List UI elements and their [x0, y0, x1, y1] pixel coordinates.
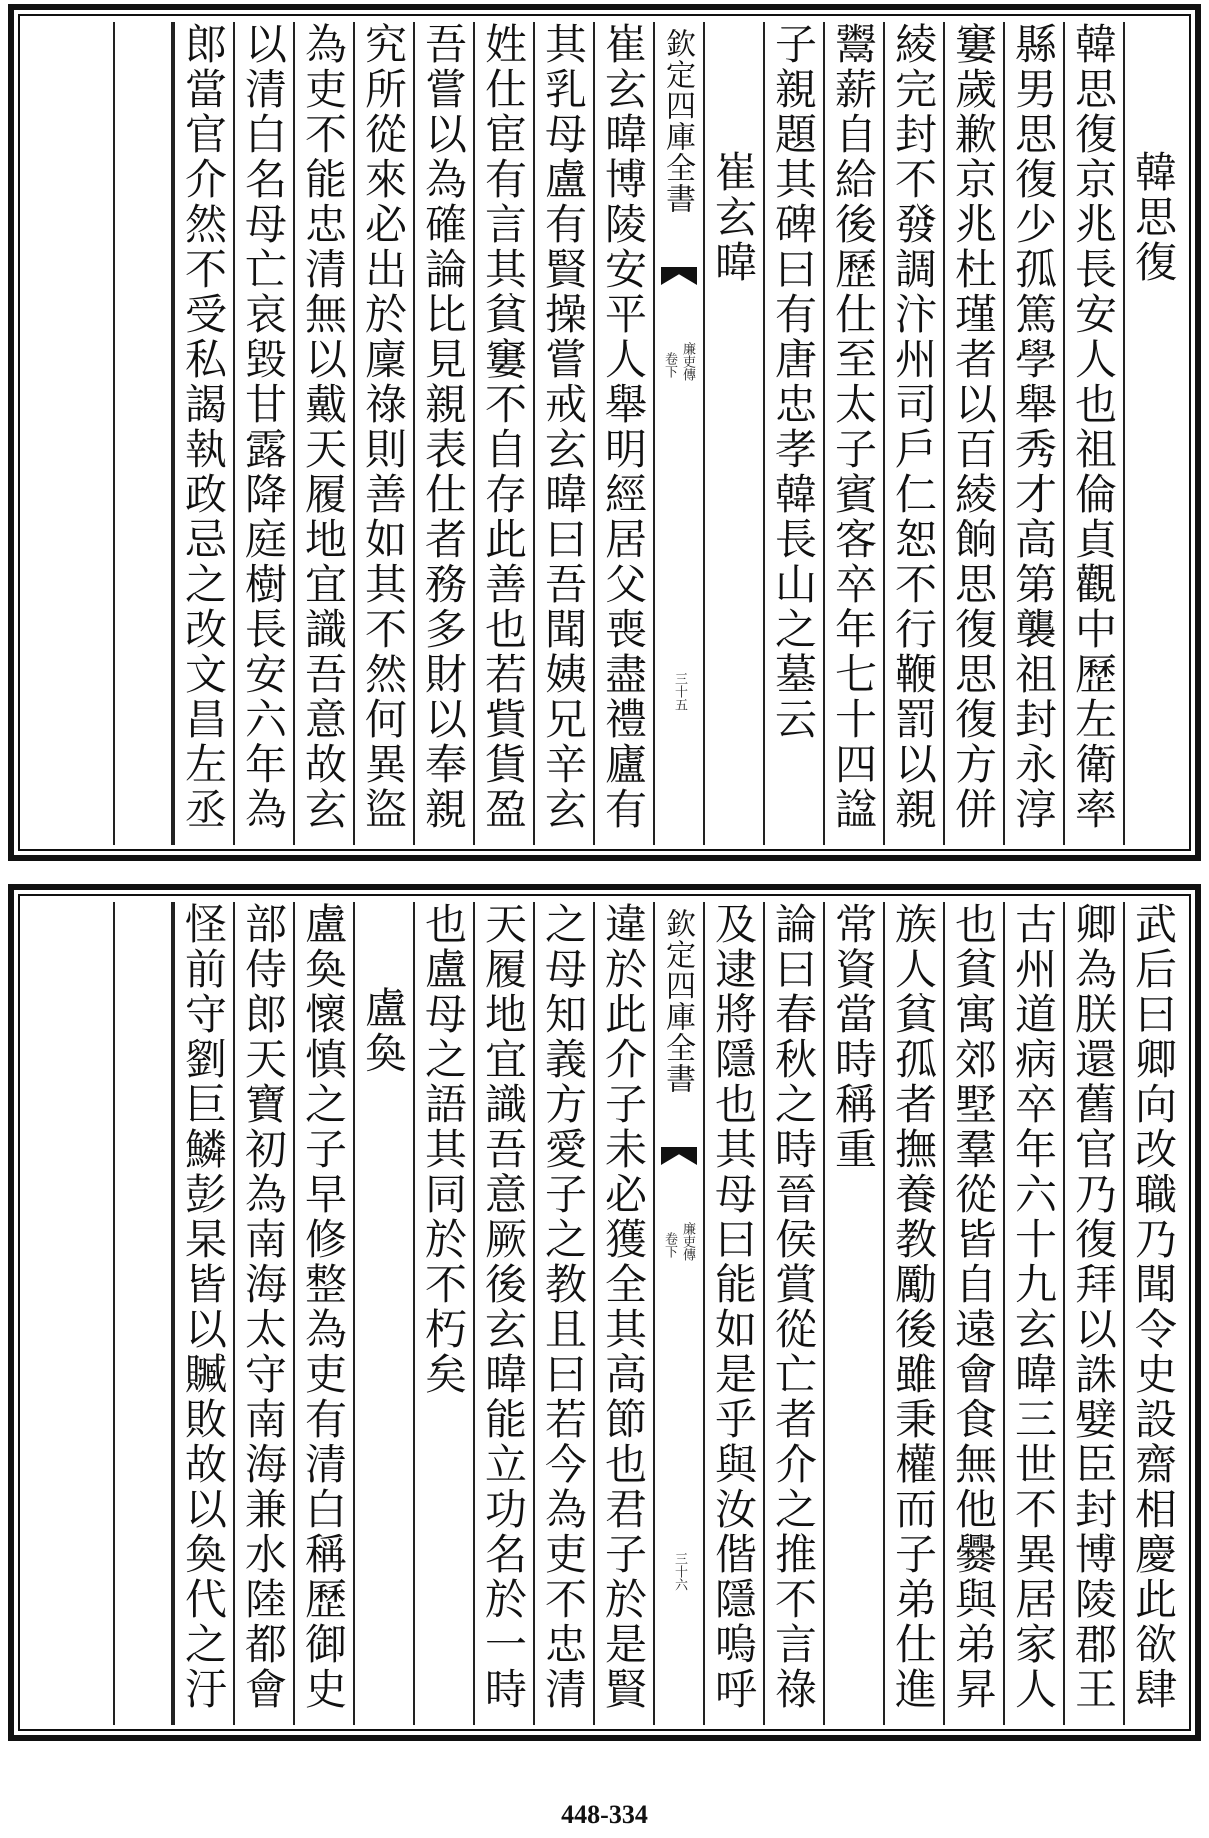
column-text: 縣男思復少孤篤學舉秀才高第襲祖封永淳: [1009, 22, 1058, 832]
chapter-label: 廉吏傳: [680, 1222, 695, 1261]
text-column: [1063, 902, 1123, 1725]
text-column: [533, 902, 593, 1725]
text-column: [293, 22, 353, 845]
center-fold-column: [653, 22, 703, 845]
center-fold-column: [653, 902, 703, 1725]
text-column: [353, 902, 413, 1725]
column-text: 鬻薪自給後歷仕至太子賓客卒年七十四諡: [829, 22, 878, 832]
column-text: 古州道病卒年六十九玄暐三世不異居家人: [1009, 902, 1058, 1712]
section-heading-lu-huan: 盧奐: [359, 986, 408, 1076]
text-column: [703, 22, 763, 845]
text-column: [113, 902, 173, 1725]
text-column: [763, 22, 823, 845]
text-column: [1063, 22, 1123, 845]
volume-label: 卷下: [662, 352, 677, 378]
text-column: [943, 22, 1003, 845]
column-text: 郎當官介然不受私謁執政忌之改文昌左丞: [179, 22, 228, 832]
leaf-number: 三十六: [672, 1552, 687, 1591]
text-column: [473, 902, 533, 1725]
section-heading-han-sifu: 韓思復: [1129, 150, 1178, 285]
text-column: [823, 902, 883, 1725]
book-title: 欽定四庫全書: [660, 28, 695, 214]
text-column: [233, 22, 293, 845]
text-column: [173, 902, 233, 1725]
column-text: 卿為朕還舊官乃復拜以誅嬖臣封博陵郡王: [1069, 902, 1118, 1712]
text-column: [113, 22, 173, 845]
text-column: [533, 22, 593, 845]
column-text: 盧奐懷慎之子早修整為吏有清白稱歷御史: [299, 902, 348, 1712]
text-column: [883, 902, 943, 1725]
column-text: 其乳母盧有賢操嘗戒玄暐曰吾聞姨兄辛玄: [539, 22, 588, 832]
column-text: 武后曰卿向改職乃聞令史設齋相慶此欲肆: [1129, 902, 1178, 1712]
column-text: 論曰春秋之時晉侯賞從亡者介之推不言祿: [769, 902, 818, 1712]
column-text: 為吏不能忠清無以戴天履地宜識吾意故玄: [299, 22, 348, 832]
section-heading-cui-xuanwei: 崔玄暐: [709, 150, 758, 285]
text-column: [593, 902, 653, 1725]
bottom-page: [8, 884, 1201, 1741]
text-column: [823, 22, 883, 845]
text-column: [943, 902, 1003, 1725]
text-column: [703, 902, 763, 1725]
column-text: 以清白名母亡哀毀甘露降庭樹長安六年為: [239, 22, 288, 832]
text-column: [593, 22, 653, 845]
column-text: 窶歲歉京兆杜瑾者以百綾餉思復思復方併: [949, 22, 998, 832]
text-column: [1123, 22, 1183, 845]
text-column: [353, 22, 413, 845]
column-text: 怪前守劉巨鱗彭杲皆以贓敗故以奐代之汙: [179, 902, 228, 1712]
text-column: [473, 22, 533, 845]
column-text: 韓思復京兆長安人也祖倫貞觀中歷左衛率: [1069, 22, 1118, 832]
column-text: 族人貧孤者撫養教勵後雖秉權而子弟仕進: [889, 902, 938, 1712]
book-title: 欽定四庫全書: [660, 908, 695, 1094]
text-column: [413, 22, 473, 845]
fishtail-mark-icon: [661, 1147, 697, 1165]
column-text: 也貧寓郊墅羣從皆自遠會食無他爨與弟昇: [949, 902, 998, 1712]
volume-label: 卷下: [662, 1232, 677, 1258]
column-text: 姓仕宦有言其貧窶不自存此善也若貲貨盈: [479, 22, 528, 832]
column-text: 究所從來必出於廩祿則善如其不然何異盜: [359, 22, 408, 832]
leaf-number: 三十五: [672, 672, 687, 711]
column-text: 之母知義方愛子之教且曰若今為吏不忠清: [539, 902, 588, 1712]
column-text: 部侍郎天寶初為南海太守南海兼水陸都會: [239, 902, 288, 1712]
text-column: [763, 902, 823, 1725]
text-column: [883, 22, 943, 845]
top-page: [8, 4, 1201, 861]
fishtail-mark-icon: [661, 267, 697, 285]
text-column: [233, 902, 293, 1725]
column-text: 違於此介子未必獲全其高節也君子於是賢: [599, 902, 648, 1712]
column-text: 常資當時稱重: [829, 902, 878, 1172]
column-text: 天履地宜識吾意厥後玄暐能立功名於一時: [479, 902, 528, 1712]
column-text: 吾嘗以為確論比見親表仕者務多財以奉親: [419, 22, 468, 832]
text-column: [1003, 22, 1063, 845]
column-text: 綾完封不發調汴州司戶仁恕不行鞭罰以親: [889, 22, 938, 832]
text-column: [1123, 902, 1183, 1725]
column-text: 也盧母之語其同於不朽矣: [419, 902, 468, 1397]
text-column: [173, 22, 233, 845]
chapter-label: 廉吏傳: [680, 342, 695, 381]
column-text: 崔玄暐博陵安平人舉明經居父喪盡禮廬有: [599, 22, 648, 832]
text-column: [1003, 902, 1063, 1725]
text-column: [413, 902, 473, 1725]
page-number: 448-334: [561, 1800, 648, 1829]
text-column: [293, 902, 353, 1725]
column-text: 子親題其碑曰有唐忠孝韓長山之墓云: [769, 22, 818, 742]
column-text: 及逮將隱也其母曰能如是乎與汝偕隱嗚呼: [709, 902, 758, 1712]
